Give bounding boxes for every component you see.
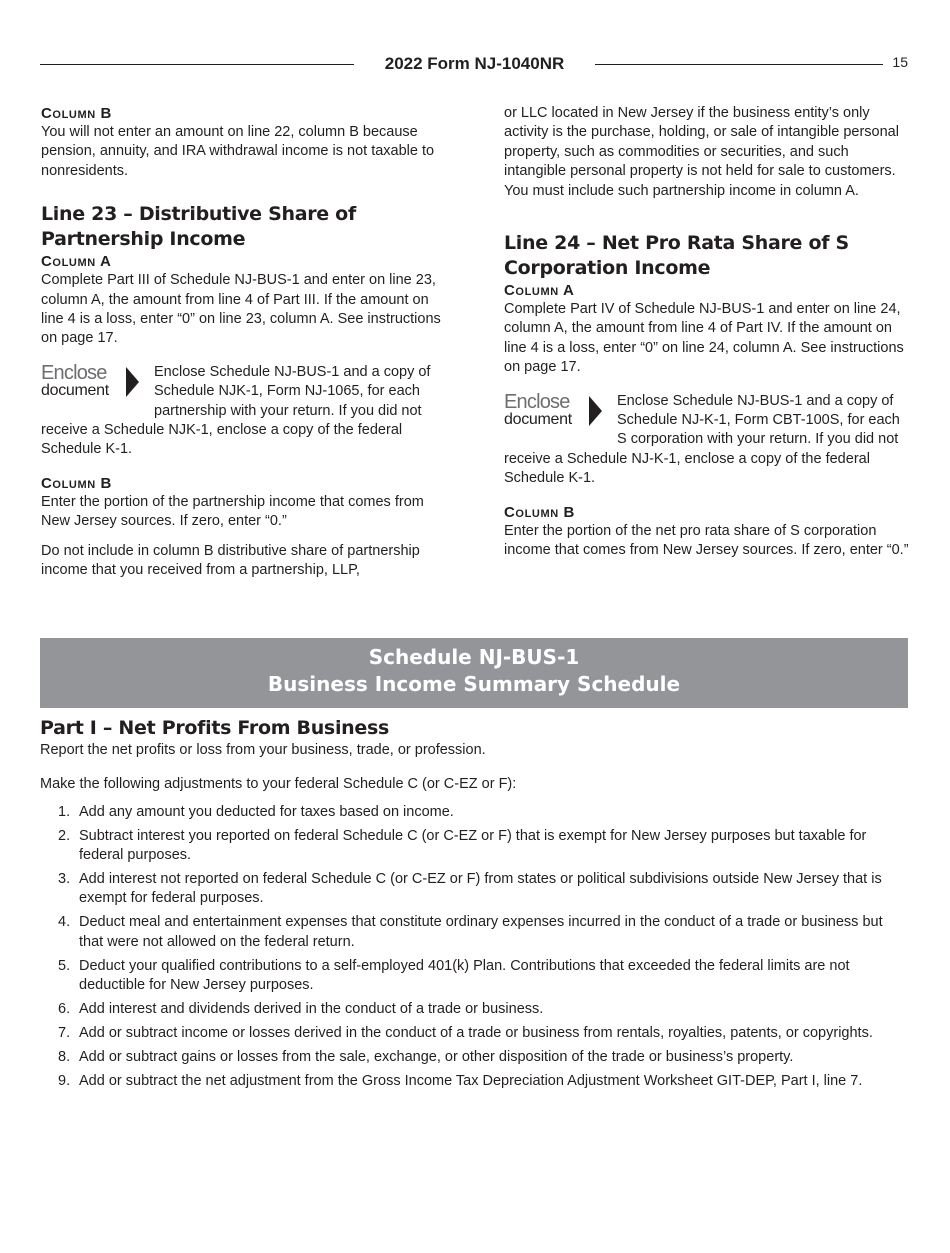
item-number: 7. [58,1024,71,1041]
banner-title: Schedule NJ-BUS-1 [368,645,580,669]
item-number: 6. [58,1000,71,1017]
item-number: 2. [58,827,71,844]
enclose-word: Enclose [504,390,570,413]
enclose-note [41,363,447,460]
column-b-text-right: Enter the portion of the net pro rata share of S corporation income that comes from New Jersey sources. If zero, enter “0.” [504,522,909,559]
document-word: document [504,410,572,428]
item-number: 8. [58,1048,71,1065]
column-b-text-2: Enter the portion of the partnership income that comes from New Jersey sources. If zero, enter “0.” [41,493,424,530]
list-item [40,1024,908,1043]
item-text: Add or subtract the net adjustment from the Gross Income Tax Depreciation Adjustment Worksheet GIT-DEP, Part I, line 7. [79,1072,863,1089]
item-text: Add any amount you deducted for taxes based on income. [79,803,454,820]
enclose-text: Enclose Schedule NJ-BUS-1 and a copy of Schedule NJK-1, Form NJ-1065, for each partnership with your return. If you did not receive a Schedule NJK-1, enclose a copy of the federal Schedule K-1. [41,363,431,458]
item-number: 5. [58,957,71,974]
column-a-text: Complete Part III of Schedule NJ-BUS-1 and enter on line 23, column A, the amount from line 4 of Part III. If the amount on line 4 is a loss, enter “0” on line 23, column A. See instructions on page 17. [41,272,441,347]
page-header [40,52,908,76]
list-item [40,1048,908,1067]
arrow-icon [126,367,139,397]
continued-text: or LLC located in New Jersey if the business entity’s only activity is the purchase, holding, or sale of intangible personal property, such as commodities or securities, and such intangible personal property is not held for sale to customers. You must include such partnership income in column A. [504,105,899,199]
adjustments-list [40,803,908,1091]
column-b-label-right: Column B [504,503,575,521]
part-1-intro-2: Make the following adjustments to your federal Schedule C (or C-EZ or F): [40,776,517,793]
form-title: 2022 Form NJ-1040NR [384,54,565,73]
right-column [504,104,910,561]
item-number: 1. [58,803,71,820]
page-number: 15 [892,54,908,70]
item-number: 9. [58,1072,71,1089]
list-item [40,1000,908,1019]
item-text: Subtract interest you reported on federal Schedule C (or C-EZ or F) that is exempt for New Jersey purposes but taxable for federal purposes. [79,827,867,864]
header-rule-left [40,64,354,65]
banner-subtitle: Business Income Summary Schedule [267,672,681,696]
list-item [40,957,908,996]
item-text: Deduct meal and entertainment expenses that constitute ordinary expenses incurred in the conduct of a trade or business but that were not allowed on the federal return. [79,914,883,950]
column-b-text: You will not enter an amount on line 22, column B because pension, annuity, and IRA withdrawal income is not taxable to nonresidents. [41,124,435,179]
part-1-section [40,716,908,1096]
enclose-note-right [504,392,910,489]
item-text: Deduct your qualified contributions to a self-employed 401(k) Plan. Contributions that exceeded the federal limits are not deductible for New Jersey purposes. [79,957,850,994]
enclose-document-icon [41,363,151,403]
list-item [40,913,908,952]
line-23-heading: Line 23 – Distributive Share of Partnership Income [41,203,356,251]
list-item [40,870,908,909]
schedule-banner [40,638,908,708]
arrow-icon [589,396,602,426]
column-a-text-right: Complete Part IV of Schedule NJ-BUS-1 and enter on line 24, column A, the amount from line 4 of Part IV. If the amount on line 4 is a loss, enter “0” on line 24, column A. See instructions on page 17. [504,301,904,376]
column-a-label: Column A [41,253,112,271]
header-rule-right [595,64,883,65]
item-text: Add or subtract income or losses derived in the conduct of a trade or business from rentals, royalties, patents, or copyrights. [79,1024,873,1041]
item-text: Add or subtract gains or losses from the sale, exchange, or other disposition of the trade or business’s property. [79,1048,794,1065]
list-item [40,1072,908,1091]
column-a-label-right: Column A [504,282,575,300]
list-item [40,827,908,866]
document-word: document [41,381,109,399]
partnership-paragraph: Do not include in column B distributive share of partnership income that you received from a partnership, LLP, [41,542,420,579]
line-24-heading: Line 24 – Net Pro Rata Share of S Corporation Income [504,232,849,280]
list-item [40,803,908,822]
part-1-heading: Part I – Net Profits From Business [40,717,389,739]
enclose-document-icon [504,392,614,432]
left-column [41,104,447,581]
item-text: Add interest not reported on federal Schedule C (or C-EZ or F) from states or political subdivisions outside New Jersey that is exempt for federal purposes. [79,871,882,907]
item-text: Add interest and dividends derived in the conduct of a trade or business. [79,1000,544,1017]
item-number: 4. [58,914,71,931]
part-1-intro: Report the net profits or loss from your business, trade, or profession. [40,742,486,758]
enclose-text-right: Enclose Schedule NJ-BUS-1 and a copy of Schedule NJ-K-1, Form CBT-100S, for each S corporation with your return. If you did not receive a Schedule NJ-K-1, enclose a copy of the federal Schedule K-1. [504,392,900,487]
enclose-word: Enclose [41,361,107,384]
column-b-label: Column B [41,105,112,122]
column-b-label-2: Column B [41,474,112,492]
item-number: 3. [58,871,71,888]
